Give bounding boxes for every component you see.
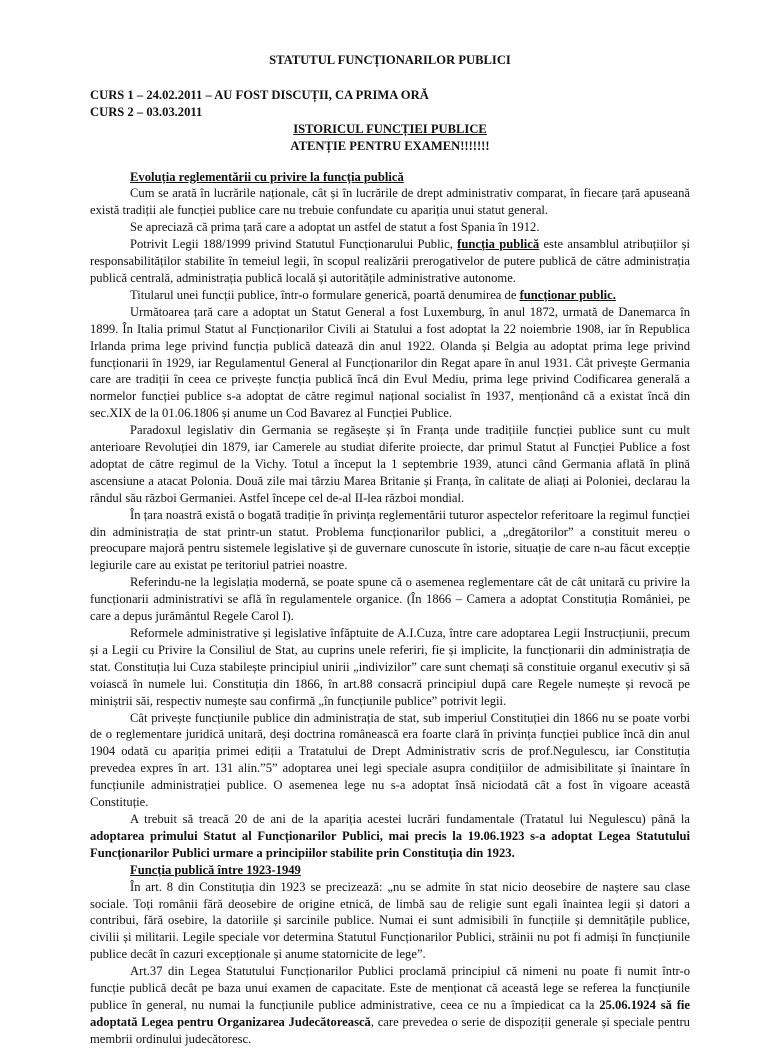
paragraph-6: Paradoxul legislativ din Germania se regăsește și în Franța unde tradițiile funcției publice sunt cu mult anterioare Revoluției din 1879, iar Camerele au studiat diferite proiecte, dar primul Statut al Funcției Publice a fost adoptat de către regimul de la Vichy. Totul a început la 1 septembrie 1939, atunci când Germania aflată în plină ascensiune a atacat Polonia. Două zile mai târziu Marea Britanie și Franța, în calitate de aliați ai Poloniei, declarau la rândul său război Germaniei. Astfel începe cel de-al II-lea război mondial. [90,423,690,505]
paragraph-13-text-c: , care prevedea o serie de dispoziții generale și speciale pentru membrii ordinului judecătoresc. [90,1014,690,1046]
paragraph-2: Se apreciază că prima țară care a adoptat un astfel de statut a fost Spania în 1912. [130,220,540,235]
paragraph-13-bold: 25.06.1924 să fie adoptată Legea pentru Organizarea Judecătorească [90,997,690,1029]
course-line-1: CURS 1 – 24.02.2011 – AU FOST DISCUȚII, CA PRIMA ORĂ [90,87,429,102]
paragraph-4-text-a: Titularul unei funcții publice, într-o formulare generică, poartă denumirea de [130,287,520,302]
heading-evolutia: Evoluția reglementării cu privire la funcția publică [130,169,404,184]
paragraph-8: Referindu-ne la legislația modernă, se poate spune că o asemenea reglementare cât de cât unitară cu privire la funcționarii administrativi se află în regulamentele organice. (În 1866 – Camera a adoptat Constituția României, pe care a depus jurământul Regele Carol I). [90,575,690,624]
paragraph-11-text-a: A trebuit să treacă 20 de ani de la apariția acestei lucrări fundamentale (Tratatul lui Negulescu) până la [130,811,690,826]
heading-1923-1949: Funcția publică între 1923-1949 [130,862,301,877]
paragraph-7: În țara noastră există o bogată tradiție în privința reglementării tuturor aspectelor referitoare la regimul funcției din administrația de stat printr-un statut. Problema funcționarilor publici, a „dregătorilor” a constituit mereu o preocupare majoră pentru sistemele legislative și de guvernare cunoscute în istorie, situație de care n-au făcut excepție legiurile care au existat pe teritoriul patriei noastre. [90,507,690,573]
paragraph-11 [90,811,690,862]
paragraph-11-bold: adoptarea primului Statut al Funcționarilor Publici, mai precis la 19.06.1923 s-a adoptat Legea Statutului Funcționarilor Publici urmare a principiilor stabilite prin Constituția din 1923. [90,828,690,860]
paragraph-3-text-a: Potrivit Legii 188/1999 privind Statutul Funcționarului Public, [130,237,458,252]
term-functionar-public: funcționar public. [519,287,616,302]
paragraph-13-text-a: Art.37 din Legea Statutului Funcționarilor Publici proclamă principiul că nimeni nu poate fi numit într-o funcție publică decât pe baza unui examen de capacitate. Este de menționat că această lege se referea la funcțiunile publice în general, nu numai la funcțiunile publice administrative, ceea ce nu a împiedicat ca la [90,964,690,1012]
paragraph-9: Reformele administrative și legislative înfăptuite de A.I.Cuza, între care adoptarea Legii Instrucțiunii, precum și a Legii cu Privire la Consiliul de Stat, au cuprins unele referiri, fie și implicite, la funcționarii din administrația de stat. Constituția lui Cuza stabilește principiul unirii „indivizilor” care sunt chemați să constituie organul executiv și să voiască în numele lui. Constituția din 1866, în art.88 consacră principiul după care Regele numește și revocă pe miniștrii săi, respectiv numește sau confirmă „în funcțiunile publice” potrivit legii. [90,626,690,708]
document-page [90,48,690,1048]
paragraph-5: Următoarea țară care a adoptat un Statut General a fost Luxemburg, în anul 1872, urmată de Danemarca în 1899. În Italia primul Statut al Funcționarilor Civili ai Statului a fost adoptat la 22 noiembrie 1908, iar în Republica Irlanda prima lege privind funcția publică datează din anul 1922. Olanda și Belgia au adoptat prima lege privind funcționarii în 1929, iar Regulamentul General al Funcționarilor din Regat apare în anul 1931. Cât privește Germania care are tradiții în ceea ce privește funcția publică încă din Evul Mediu, prima lege privind Codificarea generală a normelor funcției publice s-a adoptat de către regimul național socialist în 1937, menționând că a existat încă din sec.XIX de la 01.06.1806 și anume un Cod Bavarez al Funcției Publice. [90,304,690,421]
paragraph-12: În art. 8 din Constituția din 1923 se precizează: „nu se admite în stat nicio deosebire de naștere sau clase sociale. Toți românii fără deosebire de origine etnică, de limbă sau de religie sunt egali înaintea legii și datori a contribui, fără osebire, la datoriile și sarcinile publice. Numai ei sunt admisibili în funcțiile și demnitățile publice, civilii și militarii. Legile speciale vor determina Statutul Funcționarilor Publici, străinii nu pot fi admiși în funcțiunile publice decât în cazuri excepționale și anume statornicite de lege”. [90,879,690,962]
paragraph-3 [90,236,690,287]
term-functia-publica: funcția publică [457,237,540,252]
section-title: ISTORICUL FUNCȚIEI PUBLICE [293,121,487,136]
paragraph-4 [90,287,690,304]
paragraph-1: Cum se arată în lucrările naționale, cât și în lucrările de drept administrativ comparat, în fiecare țară apuseană există tradiții ale funcției publice care nu trebuie confundate cu apariția unui statut general. [90,186,690,218]
document-title: STATUTUL FUNCȚIONARILOR PUBLICI [269,53,511,67]
paragraph-3-text-c: este ansamblul atribuțiilor și responsabilităților stabilite în temeiul legii, în scopul realizării prerogativelor de putere publică de către administrația publică centrală, administrația publică locală și autoritățile administrative autonome. [90,237,690,285]
exam-note: ATENȚIE PENTRU EXAMEN!!!!!!! [290,138,490,153]
course-line-2: CURS 2 – 03.03.2011 [90,104,203,119]
paragraph-10: Cât privește funcțiunile publice din administrația de stat, sub imperiul Constituției din 1866 nu se poate vorbi de o reglementare juridică unitară, deși doctrina românească era foarte clară în privința funcției publice încă din anul 1904 odată cu apariția primei ediții a Tratatului de Drept Administrativ scris de prof.Negulescu, iar Constituția prevedea expres în art. 131 alin.”5” adoptarea unei legi speciale asupra condițiilor de admisibilitate și înaintare în funcțiunile administrației publice. O asemenea lege nu s-a adoptat însă niciodată cât a fost în vigoare această Constituție. [90,710,690,810]
paragraph-13 [90,963,690,1048]
